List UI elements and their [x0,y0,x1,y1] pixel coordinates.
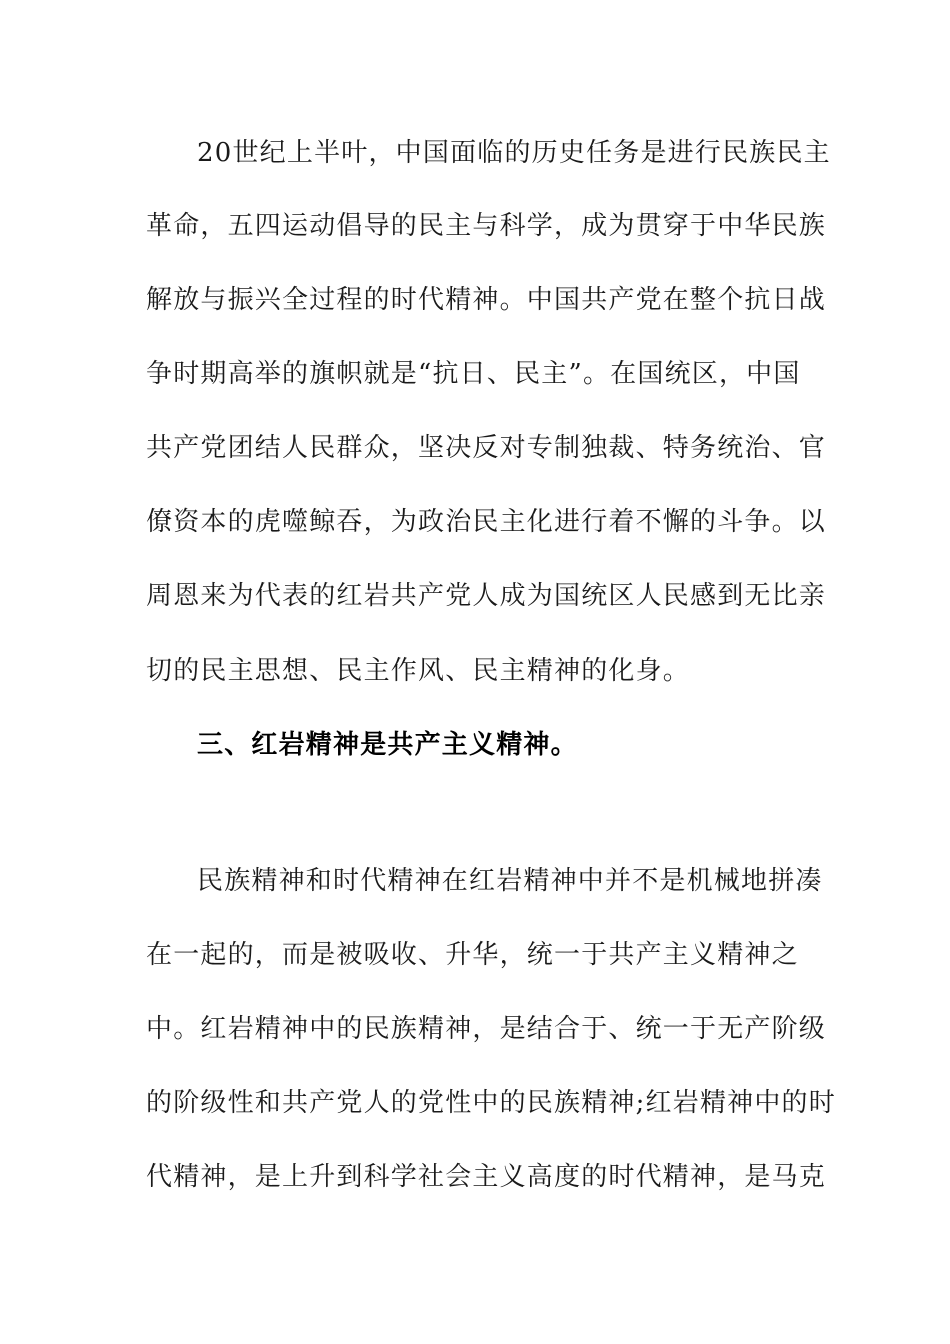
paragraph-2-line-2: 在一起的，而是被吸收、升华，统一于共产主义精神之 [146,940,799,970]
paragraph-1-line-1: 20世纪上半叶，中国面临的历史任务是进行民族民主 [197,138,831,168]
paragraph-2-line-1: 民族精神和时代精神在红岩精神中并不是机械地拼凑 [197,866,823,896]
section-heading: 三、红岩精神是共产主义精神。 [197,730,578,760]
paragraph-1-line-4: 争时期高举的旗帜就是“抗日、民主”。在国统区，中国 [146,359,801,389]
paragraph-1-line-7: 周恩来为代表的红岩共产党人成为国统区人民感到无比亲 [146,581,827,611]
paragraph-2-line-3: 中。红岩精神中的民族精神，是结合于、统一于无产阶级 [146,1014,827,1044]
paragraph-2-line-5: 代精神，是上升到科学社会主义高度的时代精神，是马克 [146,1162,827,1192]
paragraph-1-line-5: 共产党团结人民群众，坚决反对专制独裁、特务统治、官 [146,433,827,463]
paragraph-1-line-2: 革命，五四运动倡导的民主与科学，成为贯穿于中华民族 [146,211,827,241]
paragraph-1-line-6: 僚资本的虎噬鲸吞，为政治民主化进行着不懈的斗争。以 [146,507,827,537]
paragraph-1-line-3: 解放与振兴全过程的时代精神。中国共产党在整个抗日战 [146,285,827,315]
paragraph-2-line-4: 的阶级性和共产党人的党性中的民族精神;红岩精神中的时 [146,1088,836,1118]
paragraph-1-line-8: 切的民主思想、民主作风、民主精神的化身。 [146,656,691,686]
